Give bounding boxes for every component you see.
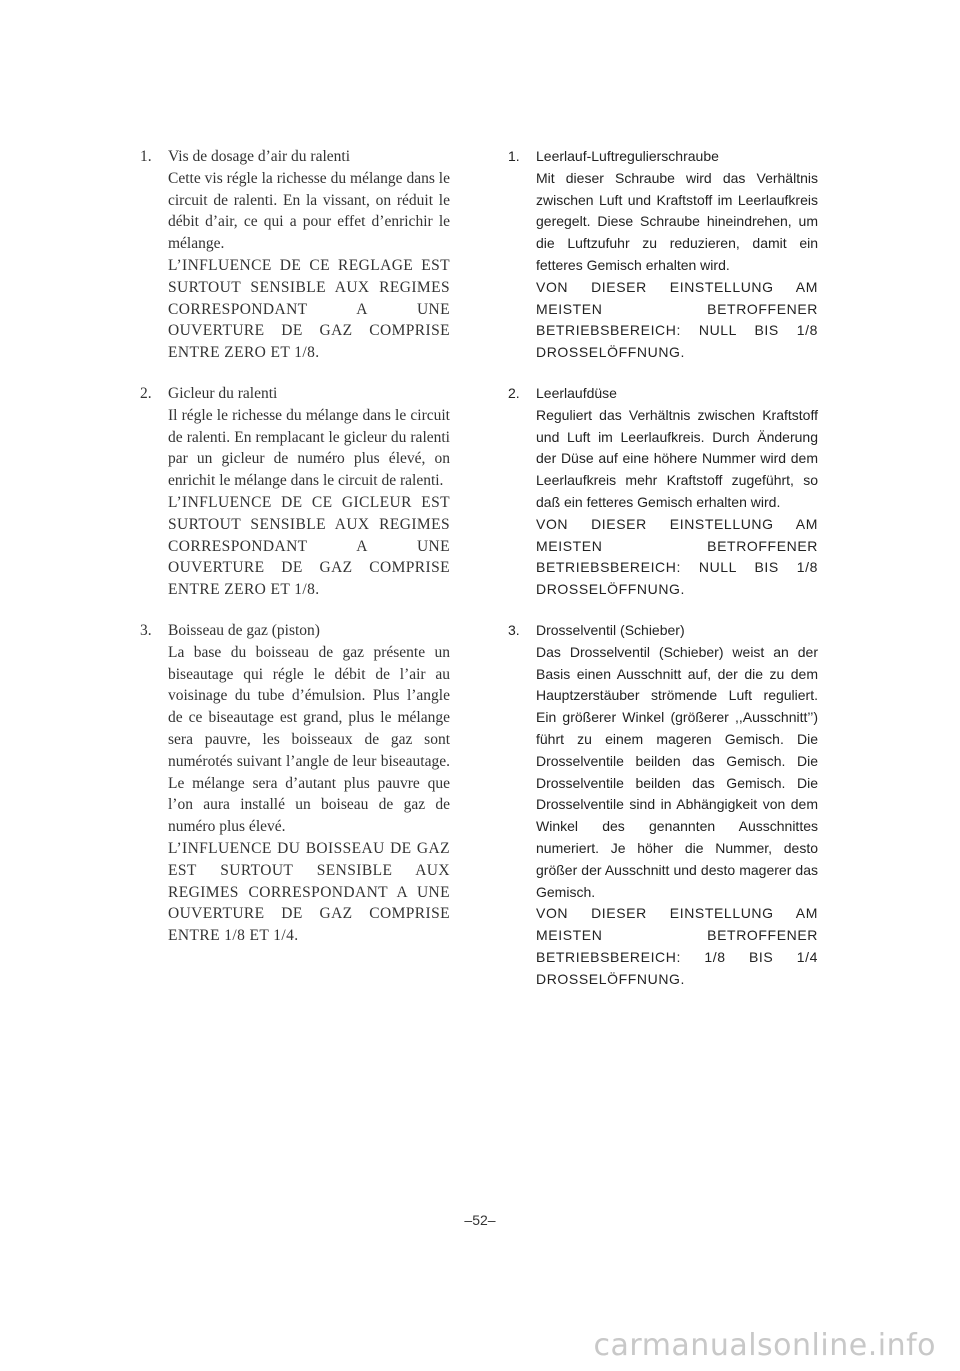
list-item (140, 620, 450, 947)
list-item (508, 383, 818, 601)
item-caps-note: VON DIESER EINSTELLUNG AM MEISTEN BETROFFENER BETRIEBSBEREICH: NULL BIS 1/8 DROSSELÖFFNUNG. (536, 515, 818, 598)
list-item (140, 383, 450, 601)
item-body: Reguliert das Verhältnis zwischen Kraftstoff und Luft im Leerlaufkreis. Durch Änderung der Düse auf eine höhere Nummer wird dem Leerlaufkreis mehr Kraftstoff zugeführt, so daß ein fetteres Gemisch erhalten wird. (536, 406, 818, 510)
german-column (508, 146, 818, 1009)
item-heading: Gicleur du ralenti (168, 384, 278, 402)
item-number: 2. (140, 384, 152, 402)
item-heading: Vis de dosage d’air du ralenti (168, 148, 350, 165)
item-body: Mit dieser Schraube wird das Verhältnis zwischen Luft und Kraftstoff im Leerlaufkreis geregelt. Diese Schraube hineindrehen, um die Luftzufuhr zu reduzieren, damit ein fetteres Gemisch erhalten wird. (536, 169, 818, 273)
item-heading: Drosselventil (Schieber) (536, 621, 685, 638)
item-body: La base du boisseau de gaz présente un biseautage qui régle le débit de l’air au voisinage du tube d’émulsion. Plus l’angle de ce biseautage est grand, plus le mélange sera pauvre, les boisseaux de gaz sont numérotés suivant l’angle de leur biseautage. Le mélange sera d’autant plus pauvre que l’on aura installé un boiseau de gaz de numéro plus élevé. (168, 643, 450, 836)
item-caps-note: L’INFLUENCE DU BOISSEAU DE GAZ EST SURTOUT SENSIBLE AUX REGIMES CORRESPONDANT A UNE OUVERTURE DE GAZ COMPRISE ENTRE 1/8 ET 1/4. (168, 839, 450, 945)
item-number: 3. (140, 621, 152, 639)
item-body: Cette vis régle la richesse du mélange dans le circuit de ralenti. En la vissant, on réduit le débit d’air, ce qui a pour effet d’enrichir le mélange. (168, 169, 450, 253)
page-number: –52– (464, 1212, 496, 1228)
list-item (140, 146, 450, 364)
item-caps-note: VON DIESER EINSTELLUNG AM MEISTEN BETROFFENER BETRIEBSBEREICH: NULL BIS 1/8 DROSSELÖFFNUNG. (536, 278, 818, 361)
item-body: Il régle le richesse du mélange dans le circuit de ralenti. En remplacant le gicleur du ralenti par un gicleur de numéro plus élevé, on enrichit le mélange dans le circuit de ralenti. (168, 406, 450, 490)
french-column (140, 146, 450, 966)
item-heading: Boisseau de gaz (piston) (168, 621, 320, 639)
item-number: 1. (508, 148, 520, 164)
watermark: carmanualsonline.info (593, 1328, 936, 1363)
item-number: 1. (140, 148, 152, 165)
list-item (508, 620, 818, 991)
item-heading: Leerlaufdüse (536, 384, 617, 401)
list-item (508, 146, 818, 364)
item-caps-note: L’INFLUENCE DE CE REGLAGE EST SURTOUT SENSIBLE AUX REGIMES CORRESPONDANT A UNE OUVERTURE DE GAZ COMPRISE ENTRE ZERO ET 1/8. (168, 256, 450, 362)
item-number: 2. (508, 384, 520, 401)
item-caps-note: L’INFLUENCE DE CE GICLEUR EST SURTOUT SENSIBLE AUX REGIMES CORRESPONDANT A UNE OUVERTURE DE GAZ COMPRISE ENTRE ZERO ET 1/8. (168, 493, 450, 599)
item-body: Das Drosselventil (Schieber) weist an der Basis einen Ausschnitt auf, der die zu dem Hauptzerstäuber strömende Luft reguliert. Ein größerer Winkel (größerer ,,Ausschnitt’’) führt zu einem mageren Gemisch. Die Drosselventile beilden das Gemisch. Die Drosselventile beilden das Gemisch. Die Drosselventile sind in Abhängigkeit von dem Winkel des genannten Ausschnittes numeriert. Je höher die Nummer, desto größer der Ausschnitt und desto magerer das Gemisch. (536, 643, 818, 900)
item-number: 3. (508, 621, 520, 638)
item-heading: Leerlauf-Luftregulierschraube (536, 148, 719, 164)
item-caps-note: VON DIESER EINSTELLUNG AM MEISTEN BETROFFENER BETRIEBSBEREICH: 1/8 BIS 1/4 DROSSELÖFFNUNG. (536, 905, 818, 987)
